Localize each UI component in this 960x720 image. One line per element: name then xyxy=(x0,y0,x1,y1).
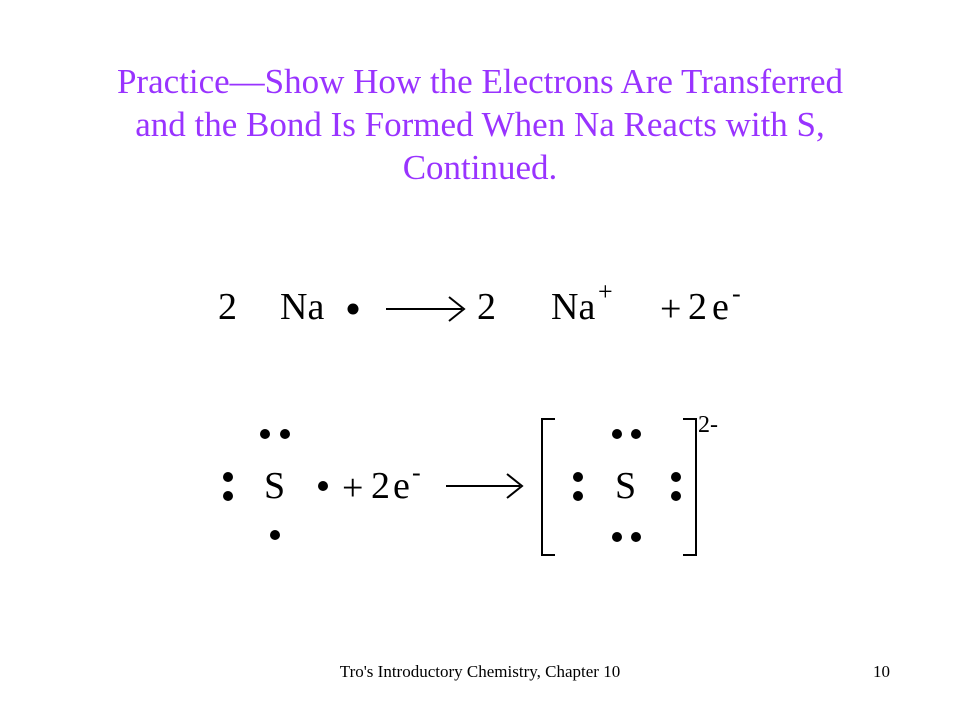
ion-dot-left-1 xyxy=(573,472,583,482)
eq1-element-na-ion: Na xyxy=(551,286,596,328)
reaction-arrow-icon xyxy=(386,297,464,321)
eq2-plus: + xyxy=(342,467,364,509)
left-bracket xyxy=(542,419,555,555)
eq1-electron-coef: 2 xyxy=(688,286,707,328)
eq1-electron-charge: - xyxy=(732,279,741,308)
title-line-1: Practice—Show How the Electrons Are Transferred xyxy=(116,62,844,101)
ion-dot-top-1 xyxy=(612,429,622,439)
eq2-element-s: S xyxy=(264,465,286,507)
eq1-element-na: Na xyxy=(280,286,325,328)
eq2-electron-coef: 2 xyxy=(371,465,390,507)
s-dot-top-1 xyxy=(260,429,270,439)
right-bracket xyxy=(683,419,696,555)
footer-source: Tro's Introductory Chemistry, Chapter 10 xyxy=(339,662,621,681)
eq1-plus: + xyxy=(660,288,682,330)
s-dot-top-2 xyxy=(280,429,290,439)
ion-dot-left-2 xyxy=(573,491,583,501)
s-dot-bottom xyxy=(270,530,280,540)
sulfide-ion-charge: 2- xyxy=(698,412,718,438)
title-line-2: and the Bond Is Formed When Na Reacts with S, xyxy=(135,105,825,144)
ion-dot-right-2 xyxy=(671,491,681,501)
sodium-equation xyxy=(218,277,741,330)
eq2-electron-charge: - xyxy=(412,458,421,487)
eq1-electron: e xyxy=(712,286,729,328)
s-dot-left-1 xyxy=(223,472,233,482)
s-dot-right xyxy=(318,481,328,491)
eq1-coef-right: 2 xyxy=(477,286,496,328)
reaction-arrow-icon xyxy=(446,474,522,498)
eq2-electron: e xyxy=(393,465,410,507)
na-ion-charge: + xyxy=(598,277,613,306)
title-line-3: Continued. xyxy=(402,148,558,187)
ion-dot-bottom-2 xyxy=(631,532,641,542)
eq2-element-s-ion: S xyxy=(615,465,637,507)
slide-number: 10 xyxy=(873,662,890,681)
ion-dot-right-1 xyxy=(671,472,681,482)
ion-dot-bottom-1 xyxy=(612,532,622,542)
ion-dot-top-2 xyxy=(631,429,641,439)
s-dot-left-2 xyxy=(223,491,233,501)
na-valence-electron-dot xyxy=(348,304,359,315)
sulfur-equation xyxy=(223,412,718,555)
eq1-coef-left: 2 xyxy=(218,286,237,328)
